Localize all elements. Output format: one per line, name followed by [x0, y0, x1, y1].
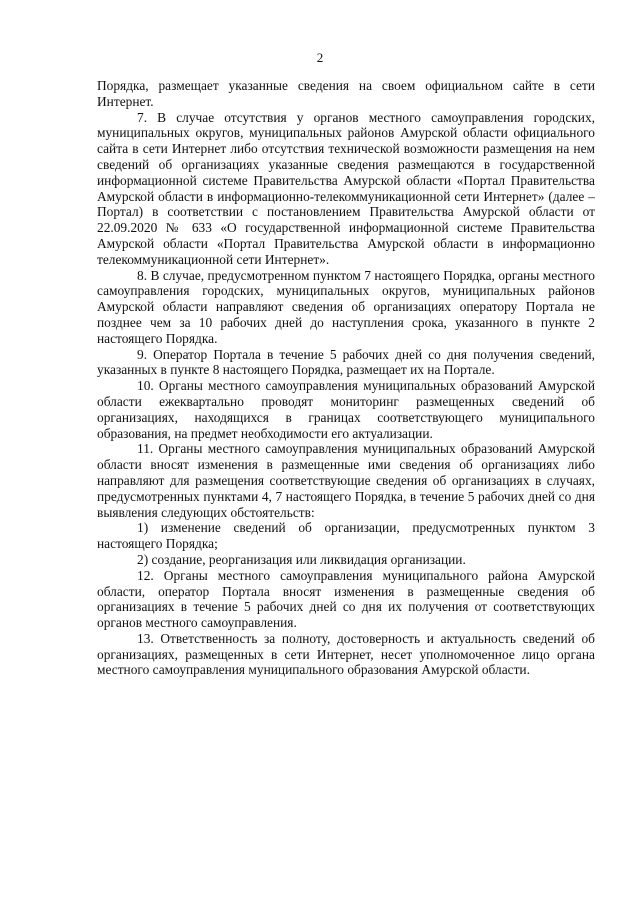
paragraph-10: 10. Органы местного самоуправления муниципальных образований Амурской области ежеквартально проводят мониторинг размещенных сведений об организациях, находящихся в границах соответствующего муниципального образования, на предмет необходимости его актуализации. [97, 378, 595, 441]
paragraph-9: 9. Оператор Портала в течение 5 рабочих дней со дня получения сведений, указанных в пункте 8 настоящего Порядка, размещает их на Портале. [97, 346, 595, 378]
paragraph-13: 13. Ответственность за полноту, достоверность и актуальность сведений об организациях, размещенных в сети Интернет, несет уполномоченное лицо органа местного самоуправления муниципального образования Амурской области. [97, 630, 595, 678]
paragraph-8: 8. В случае, предусмотренном пунктом 7 настоящего Порядка, органы местного самоуправления городских, муниципальных округов, муниципальных районов Амурской области направляют сведения об организациях оператору Портала не позднее чем за 10 рабочих дней до наступления срока, указанного в пункте 2 настоящего Порядка. [97, 267, 595, 346]
paragraph-11-item-2: 2) создание, реорганизация или ликвидация организации. [137, 551, 466, 567]
paragraph-7: 7. В случае отсутствия у органов местного самоуправления городских, муниципальных округов, муниципальных районов Амурской области официального сайта в сети Интернет либо отсутствия технической возможности размещения на нем сведений об организациях указанные сведения размещаются в государственной информационной системе Правительства Амурской области «Портал Правительства Амурской области в информационно-телекоммуникационной сети Интернет» (далее – Портал) в соответствии с постановлением Правительства Амурской области от 22.09.2020 № 633 «О государственной информационной системе Правительства Амурской области «Портал Правительства Амурской области в информационно телекоммуникационной сети Интернет». [97, 109, 595, 267]
paragraph-11-item-1: 1) изменение сведений об организации, предусмотренных пунктом 3 настоящего Порядка; [97, 520, 595, 552]
paragraph-12: 12. Органы местного самоуправления муниципального района Амурской области, оператор Портала вносят изменения в размещенные сведения об организациях в течение 5 рабочих дней со дня их получения от соответствующих органов местного самоуправления. [97, 567, 595, 631]
paragraph-continuation: Порядка, размещает указанные сведения на своем официальном сайте в сети Интернет. [97, 78, 595, 109]
paragraph-11: 11. Органы местного самоуправления муниципальных образований Амурской области вносят изменения в размещенные ими сведения об организациях либо направляют для размещения соответствующие сведения об организациях в случаях, предусмотренных пунктами 4, 7 настоящего Порядка, в течение 5 рабочих дней со дня выявления следующих обстоятельств: [97, 441, 595, 520]
document-body [97, 78, 595, 678]
page-number: 2 [316, 50, 324, 65]
